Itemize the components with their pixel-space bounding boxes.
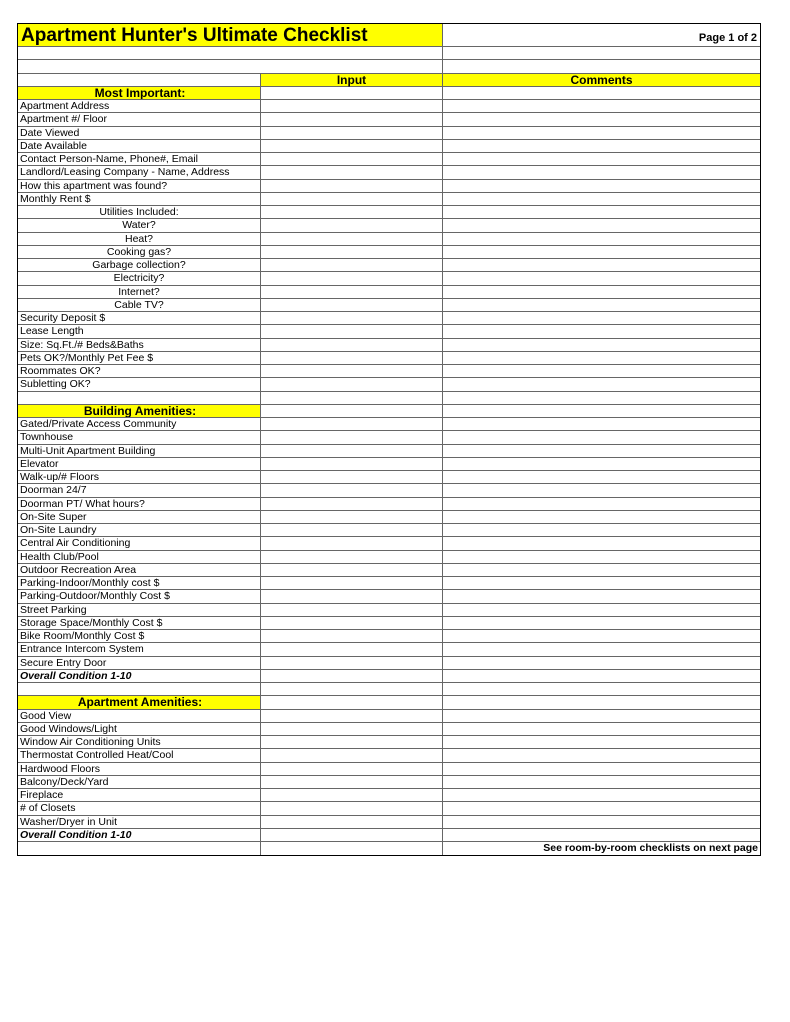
- table-row: [18, 498, 760, 511]
- input-cell[interactable]: [261, 193, 443, 205]
- footer-note: See room-by-room checklists on next page: [543, 842, 758, 854]
- comments-cell[interactable]: [443, 153, 760, 165]
- table-row: [18, 113, 760, 126]
- comments-cell[interactable]: [443, 551, 760, 563]
- comments-cell[interactable]: [443, 113, 760, 125]
- table-row: [18, 140, 760, 153]
- checklist-item-label: Security Deposit $: [18, 312, 261, 324]
- comments-cell[interactable]: [443, 418, 760, 430]
- table-row: [18, 431, 760, 444]
- table-row: [18, 657, 760, 670]
- input-cell[interactable]: [261, 418, 443, 430]
- checklist-item-label: Apartment Address: [18, 100, 261, 112]
- checklist-item-label: Bike Room/Monthly Cost $: [18, 630, 261, 642]
- comments-cell[interactable]: [443, 683, 760, 695]
- checklist-item-label: Date Available: [18, 140, 261, 152]
- checklist-item-label: Cable TV?: [18, 299, 261, 311]
- checklist-item-label: Thermostat Controlled Heat/Cool: [18, 749, 261, 761]
- blank-cell: [18, 683, 261, 695]
- table-row: [18, 670, 760, 683]
- table-row: [18, 564, 760, 577]
- input-cell[interactable]: [261, 657, 443, 669]
- comments-cell[interactable]: [443, 829, 760, 841]
- checklist-item-label: Doorman PT/ What hours?: [18, 498, 261, 510]
- table-row: [18, 802, 760, 815]
- table-row: [18, 153, 760, 166]
- title-row: [18, 24, 760, 47]
- input-cell-blank: [261, 87, 443, 99]
- input-cell[interactable]: [261, 564, 443, 576]
- checklist-item-label: Good View: [18, 710, 261, 722]
- comments-cell[interactable]: [443, 299, 760, 311]
- comments-cell[interactable]: [443, 511, 760, 523]
- table-row: [18, 378, 760, 391]
- table-row: [18, 484, 760, 497]
- comments-cell[interactable]: [443, 233, 760, 245]
- table-row: [18, 829, 760, 842]
- checklist-item-label: Lease Length: [18, 325, 261, 337]
- comments-cell[interactable]: [443, 140, 760, 152]
- section-heading: Building Amenities:: [18, 405, 261, 417]
- comments-cell[interactable]: [443, 524, 760, 536]
- input-cell[interactable]: [261, 352, 443, 364]
- table-row: [18, 206, 760, 219]
- table-row: [18, 537, 760, 550]
- comments-cell[interactable]: [443, 816, 760, 828]
- input-cell[interactable]: [261, 749, 443, 761]
- table-row: [18, 458, 760, 471]
- input-cell[interactable]: [261, 736, 443, 748]
- input-cell[interactable]: [261, 590, 443, 602]
- comments-cell[interactable]: [443, 312, 760, 324]
- comments-cell[interactable]: [443, 445, 760, 457]
- input-cell[interactable]: [261, 246, 443, 258]
- table-row: [18, 272, 760, 285]
- comments-cell[interactable]: [443, 670, 760, 682]
- comments-cell[interactable]: [443, 471, 760, 483]
- input-cell[interactable]: [261, 802, 443, 814]
- table-row: [18, 511, 760, 524]
- input-cell[interactable]: [261, 604, 443, 616]
- input-cell[interactable]: [261, 617, 443, 629]
- checklist-item-label: Size: Sq.Ft./# Beds&Baths: [18, 339, 261, 351]
- comments-cell[interactable]: [443, 166, 760, 178]
- checklist-item-label: Pets OK?/Monthly Pet Fee $: [18, 352, 261, 364]
- input-cell[interactable]: [261, 325, 443, 337]
- comments-cell[interactable]: [443, 630, 760, 642]
- comments-cell[interactable]: [443, 352, 760, 364]
- comments-cell[interactable]: [443, 657, 760, 669]
- comments-cell[interactable]: [443, 710, 760, 722]
- table-row: [18, 749, 760, 762]
- input-cell[interactable]: [261, 484, 443, 496]
- checklist-item-label: Water?: [18, 219, 261, 231]
- table-row: [18, 325, 760, 338]
- checklist-item-label: Doorman 24/7: [18, 484, 261, 496]
- checklist-item-label: Street Parking: [18, 604, 261, 616]
- checklist-item-label: Electricity?: [18, 272, 261, 284]
- input-cell[interactable]: [261, 272, 443, 284]
- checklist-item-label: # of Closets: [18, 802, 261, 814]
- checklist-item-label: On-Site Super: [18, 511, 261, 523]
- comments-cell[interactable]: [443, 802, 760, 814]
- input-cell[interactable]: [261, 524, 443, 536]
- input-cell[interactable]: [261, 577, 443, 589]
- checklist-item-label: Internet?: [18, 286, 261, 298]
- table-row: [18, 339, 760, 352]
- input-cell[interactable]: [261, 816, 443, 828]
- input-cell[interactable]: [261, 445, 443, 457]
- comments-cell[interactable]: [443, 564, 760, 576]
- comments-cell[interactable]: [443, 537, 760, 549]
- section-heading: Most Important:: [18, 87, 261, 99]
- checklist-item-label: Washer/Dryer in Unit: [18, 816, 261, 828]
- comments-cell-blank: [443, 696, 760, 708]
- input-cell[interactable]: [261, 498, 443, 510]
- comments-cell[interactable]: [443, 458, 760, 470]
- table-row: [18, 180, 760, 193]
- comments-cell[interactable]: [443, 643, 760, 655]
- checklist-item-label: Heat?: [18, 233, 261, 245]
- table-row: [18, 233, 760, 246]
- input-cell-blank: [261, 696, 443, 708]
- input-cell[interactable]: [261, 643, 443, 655]
- checklist-item-label: Cooking gas?: [18, 246, 261, 258]
- input-cell[interactable]: [261, 392, 443, 404]
- input-cell[interactable]: [261, 710, 443, 722]
- blank-row: [18, 683, 760, 696]
- comments-cell[interactable]: [443, 219, 760, 231]
- checklist-item-label: On-Site Laundry: [18, 524, 261, 536]
- input-cell[interactable]: [261, 789, 443, 801]
- input-cell[interactable]: [261, 180, 443, 192]
- checklist-item-label: Elevator: [18, 458, 261, 470]
- input-cell[interactable]: [261, 113, 443, 125]
- table-row: [18, 127, 760, 140]
- comments-cell[interactable]: [443, 749, 760, 761]
- table-row: [18, 471, 760, 484]
- table-row: [18, 246, 760, 259]
- checklist-item-label: Parking-Outdoor/Monthly Cost $: [18, 590, 261, 602]
- table-row: [18, 551, 760, 564]
- section-header-row: [18, 696, 760, 709]
- input-cell[interactable]: [261, 219, 443, 231]
- table-row: [18, 723, 760, 736]
- table-row: [18, 219, 760, 232]
- checklist-item-label: Storage Space/Monthly Cost $: [18, 617, 261, 629]
- comments-cell-blank: [443, 405, 760, 417]
- comments-cell[interactable]: [443, 365, 760, 377]
- section-heading: Apartment Amenities:: [18, 696, 261, 708]
- comments-cell[interactable]: [443, 736, 760, 748]
- table-row: [18, 312, 760, 325]
- checklist-item-label: Fireplace: [18, 789, 261, 801]
- comments-cell[interactable]: [443, 339, 760, 351]
- input-cell[interactable]: [261, 206, 443, 218]
- comments-cell[interactable]: [443, 617, 760, 629]
- input-cell[interactable]: [261, 100, 443, 112]
- checklist-item-label: Walk-up/# Floors: [18, 471, 261, 483]
- comments-cell[interactable]: [443, 286, 760, 298]
- blank-cell: [18, 842, 261, 855]
- table-row: [18, 816, 760, 829]
- checklist-item-label: Monthly Rent $: [18, 193, 261, 205]
- input-cell[interactable]: [261, 842, 443, 855]
- input-cell-blank: [261, 405, 443, 417]
- checklist-item-label: Townhouse: [18, 431, 261, 443]
- blank-row: [18, 392, 760, 405]
- input-cell[interactable]: [261, 829, 443, 841]
- checklist-item-label: Apartment #/ Floor: [18, 113, 261, 125]
- comments-cell[interactable]: [443, 259, 760, 271]
- table-row: [18, 643, 760, 656]
- input-cell[interactable]: [261, 723, 443, 735]
- comments-cell[interactable]: [443, 723, 760, 735]
- input-cell[interactable]: [261, 511, 443, 523]
- table-row: [18, 763, 760, 776]
- checklist-item-label: Hardwood Floors: [18, 763, 261, 775]
- table-row: [18, 259, 760, 272]
- input-cell[interactable]: [261, 551, 443, 563]
- input-cell[interactable]: [261, 670, 443, 682]
- table-row: [18, 577, 760, 590]
- table-row: [18, 299, 760, 312]
- comments-column-header: Comments: [443, 74, 760, 86]
- input-cell[interactable]: [261, 233, 443, 245]
- comments-cell[interactable]: [443, 604, 760, 616]
- input-cell[interactable]: [261, 683, 443, 695]
- input-cell[interactable]: [261, 127, 443, 139]
- checklist-item-label: Balcony/Deck/Yard: [18, 776, 261, 788]
- comments-cell[interactable]: [443, 325, 760, 337]
- checklist-item-label: Gated/Private Access Community: [18, 418, 261, 430]
- table-row: [18, 604, 760, 617]
- input-cell[interactable]: [261, 471, 443, 483]
- table-row: [18, 736, 760, 749]
- checklist-item-label: How this apartment was found?: [18, 180, 261, 192]
- table-row: [18, 590, 760, 603]
- input-cell[interactable]: [261, 763, 443, 775]
- checklist-sheet: [17, 23, 761, 856]
- comments-cell[interactable]: [443, 789, 760, 801]
- checklist-item-label: Parking-Indoor/Monthly cost $: [18, 577, 261, 589]
- table-row: [18, 193, 760, 206]
- spacer-row: [18, 60, 760, 73]
- comments-cell[interactable]: [443, 193, 760, 205]
- table-row: [18, 166, 760, 179]
- input-cell[interactable]: [261, 299, 443, 311]
- comments-cell[interactable]: [443, 577, 760, 589]
- comments-cell[interactable]: [443, 378, 760, 390]
- comments-cell[interactable]: [443, 206, 760, 218]
- table-row: [18, 524, 760, 537]
- checklist-item-label: Health Club/Pool: [18, 551, 261, 563]
- input-cell[interactable]: [261, 166, 443, 178]
- checklist-item-label: Secure Entry Door: [18, 657, 261, 669]
- comments-cell-blank: [443, 87, 760, 99]
- table-row: [18, 365, 760, 378]
- input-cell[interactable]: [261, 431, 443, 443]
- input-column-header: Input: [261, 74, 443, 86]
- table-row: [18, 776, 760, 789]
- comments-cell[interactable]: [443, 776, 760, 788]
- comments-cell[interactable]: [443, 763, 760, 775]
- checklist-item-label: Contact Person-Name, Phone#, Email: [18, 153, 261, 165]
- checklist-item-label: Window Air Conditioning Units: [18, 736, 261, 748]
- comments-cell[interactable]: [443, 498, 760, 510]
- footer-row: [18, 842, 760, 855]
- checklist-item-label: Subletting OK?: [18, 378, 261, 390]
- comments-cell[interactable]: [443, 272, 760, 284]
- comments-cell[interactable]: [443, 484, 760, 496]
- checklist-item-label: Outdoor Recreation Area: [18, 564, 261, 576]
- input-cell[interactable]: [261, 458, 443, 470]
- checklist-item-label: Landlord/Leasing Company - Name, Address: [18, 166, 261, 178]
- table-row: [18, 100, 760, 113]
- comments-cell[interactable]: [443, 100, 760, 112]
- input-cell[interactable]: [261, 378, 443, 390]
- column-header-row: [18, 74, 760, 87]
- table-row: [18, 630, 760, 643]
- checklist-item-label: Multi-Unit Apartment Building: [18, 445, 261, 457]
- blank-cell: [18, 392, 261, 404]
- comments-cell[interactable]: [443, 590, 760, 602]
- checklist-item-label: Utilities Included:: [18, 206, 261, 218]
- checklist-item-label: Overall Condition 1-10: [18, 670, 261, 682]
- input-cell[interactable]: [261, 312, 443, 324]
- table-row: [18, 789, 760, 802]
- input-cell[interactable]: [261, 339, 443, 351]
- input-cell[interactable]: [261, 630, 443, 642]
- comments-cell[interactable]: [443, 180, 760, 192]
- checklist-item-label: Good Windows/Light: [18, 723, 261, 735]
- checklist-item-label: Entrance Intercom System: [18, 643, 261, 655]
- input-cell[interactable]: [261, 140, 443, 152]
- table-row: [18, 418, 760, 431]
- input-cell[interactable]: [261, 776, 443, 788]
- table-row: [18, 445, 760, 458]
- checklist-item-label: Central Air Conditioning: [18, 537, 261, 549]
- section-header-row: [18, 87, 760, 100]
- input-cell[interactable]: [261, 365, 443, 377]
- comments-cell[interactable]: [443, 127, 760, 139]
- section-header-row: [18, 405, 760, 418]
- page-title: Apartment Hunter's Ultimate Checklist: [18, 24, 443, 46]
- input-cell[interactable]: [261, 153, 443, 165]
- comments-cell[interactable]: [443, 246, 760, 258]
- checklist-item-label: Overall Condition 1-10: [18, 829, 261, 841]
- comments-cell[interactable]: [443, 431, 760, 443]
- checklist-item-label: Date Viewed: [18, 127, 261, 139]
- checklist-item-label: Garbage collection?: [18, 259, 261, 271]
- table-row: [18, 617, 760, 630]
- table-row: [18, 352, 760, 365]
- page-number: Page 1 of 2: [698, 32, 757, 44]
- input-cell[interactable]: [261, 537, 443, 549]
- input-cell[interactable]: [261, 286, 443, 298]
- checklist-item-label: Roommates OK?: [18, 365, 261, 377]
- table-row: [18, 286, 760, 299]
- comments-cell[interactable]: [443, 392, 760, 404]
- table-row: [18, 710, 760, 723]
- spacer-row: [18, 47, 760, 60]
- input-cell[interactable]: [261, 259, 443, 271]
